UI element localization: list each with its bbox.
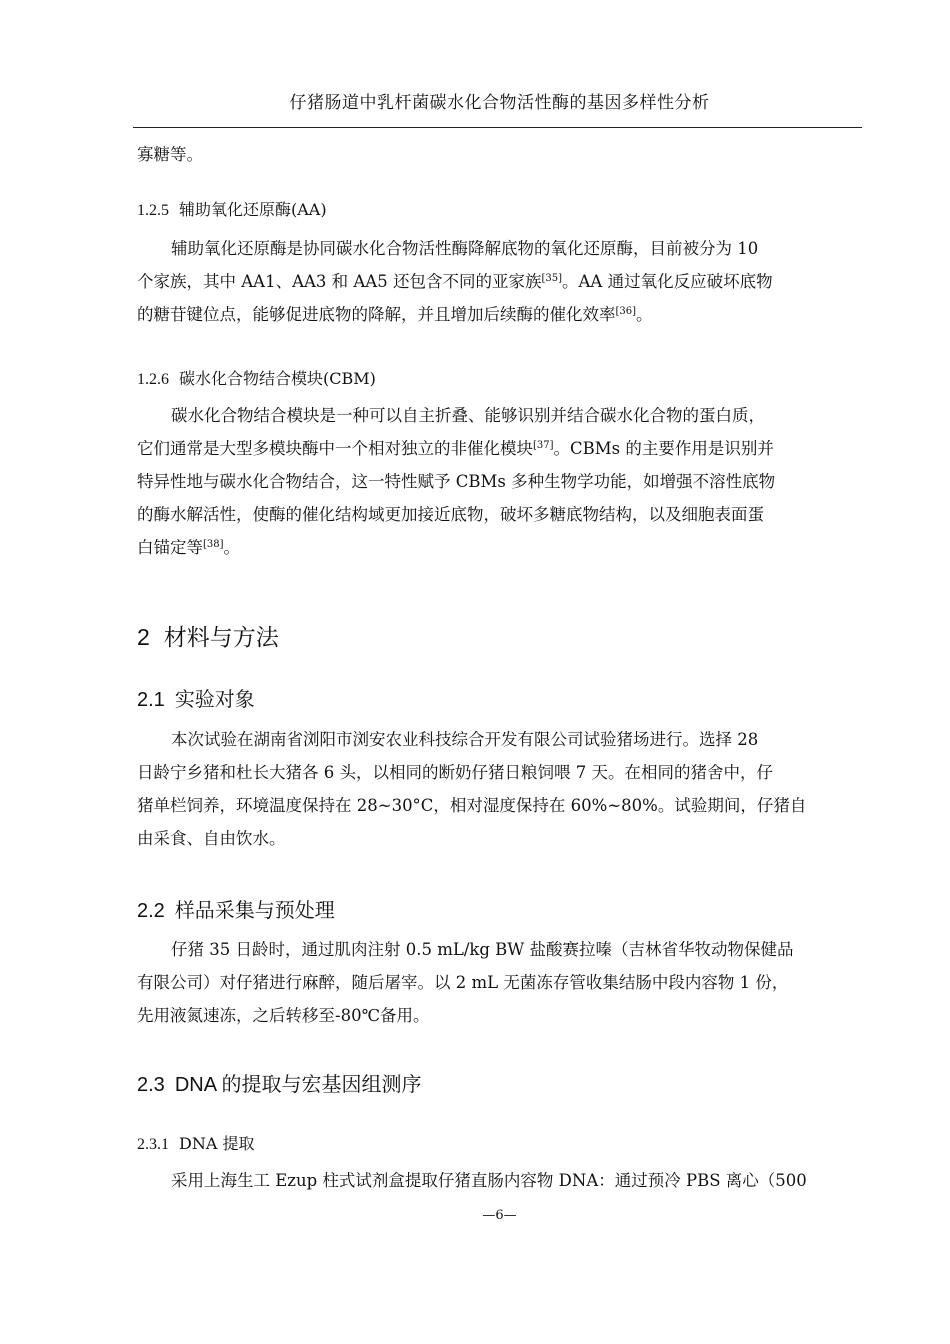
section-title: 辅助氧化还原酶(AA) bbox=[179, 200, 327, 219]
continuation-paragraph: 寡糖等。 bbox=[137, 145, 203, 164]
section-number: 1.2.5 bbox=[137, 202, 169, 219]
section-number: 2 bbox=[137, 624, 150, 650]
section-1-2-5-paragraph: 辅助氧化还原酶是协同碳水化合物活性酶降解底物的氧化还原酶，目前被分为 10 个家族，其中 AA1、AA3 和 AA5 还包含不同的亚家族[35]。AA 通过氧化反应破坏底物 的糖苷键位点，能够促进底物的降解，并且增加后续酶的催化效率[36]。 bbox=[137, 239, 773, 324]
page-number: —6— bbox=[482, 1208, 517, 1223]
section-number: 2.1 bbox=[137, 689, 165, 711]
section-2-3-1-heading bbox=[137, 1131, 862, 1154]
citation: [36] bbox=[615, 306, 637, 317]
chapter-2-heading bbox=[137, 619, 862, 652]
running-header: 仔猪肠道中乳杆菌碳水化合物活性酶的基因多样性分析 bbox=[289, 93, 710, 113]
section-2-3-1-paragraph: 采用上海生工 Ezup 柱式试剂盒提取仔猪直肠内容物 DNA：通过预冷 PBS 离心（500 bbox=[171, 1171, 807, 1190]
section-title: 材料与方法 bbox=[163, 624, 279, 650]
section-2-2-heading bbox=[137, 894, 862, 923]
section-2-2-paragraph: 仔猪 35 日龄时，通过肌肉注射 0.5 mL/kg BW 盐酸赛拉嗪（吉林省华牧动物保健品 有限公司）对仔猪进行麻醉，随后屠宰。以 2 mL 无菌冻存管收集结肠中段内容物 1 份， 先用液氮速冻，之后转移至-80℃备用。 bbox=[137, 940, 794, 1025]
section-number: 2.2 bbox=[137, 900, 165, 922]
citation: [37] bbox=[533, 440, 554, 451]
section-number: 2.3.1 bbox=[137, 1136, 169, 1153]
header-rule bbox=[133, 127, 862, 128]
section-1-2-5-heading bbox=[137, 197, 862, 220]
section-title: DNA 的提取与宏基因组测序 bbox=[174, 1074, 422, 1096]
section-title: 碳水化合物结合模块(CBM) bbox=[179, 369, 376, 388]
citation: [35] bbox=[541, 273, 562, 284]
section-title: 样品采集与预处理 bbox=[174, 900, 335, 922]
section-2-1-heading bbox=[137, 683, 862, 712]
citation: [38] bbox=[203, 539, 224, 550]
section-1-2-6-heading bbox=[137, 366, 862, 389]
section-title: 实验对象 bbox=[174, 689, 255, 711]
section-1-2-6-paragraph: 碳水化合物结合模块是一种可以自主折叠、能够识别并结合碳水化合物的蛋白质， 它们通常是大型多模块酶中一个相对独立的非催化模块[37]。CBMs 的主要作用是识别并 特异性地与碳水化合物结合，这一特性赋予 CBMs 多种生物学功能，如增强不溶性底物 的酶水解活性，使酶的催化结构域更加接近底物，破坏多糖底物结构，以及细胞表面蛋 白锚定等[38]。 bbox=[137, 406, 776, 557]
section-title: DNA 提取 bbox=[179, 1134, 255, 1153]
section-number: 2.3 bbox=[137, 1074, 165, 1096]
section-2-1-paragraph: 本次试验在湖南省浏阳市浏安农业科技综合开发有限公司试验猪场进行。选择 28 日龄宁乡猪和杜长大猪各 6 头，以相同的断奶仔猪日粮饲喂 7 天。在相同的猪舍中，仔 猪单栏饲养，环境温度保持在 28~30°C，相对湿度保持在 60%~80%。试验期间，仔猪自 由采食、自由饮水。 bbox=[137, 730, 807, 848]
section-2-3-heading bbox=[137, 1068, 862, 1097]
section-number: 1.2.6 bbox=[137, 371, 169, 388]
